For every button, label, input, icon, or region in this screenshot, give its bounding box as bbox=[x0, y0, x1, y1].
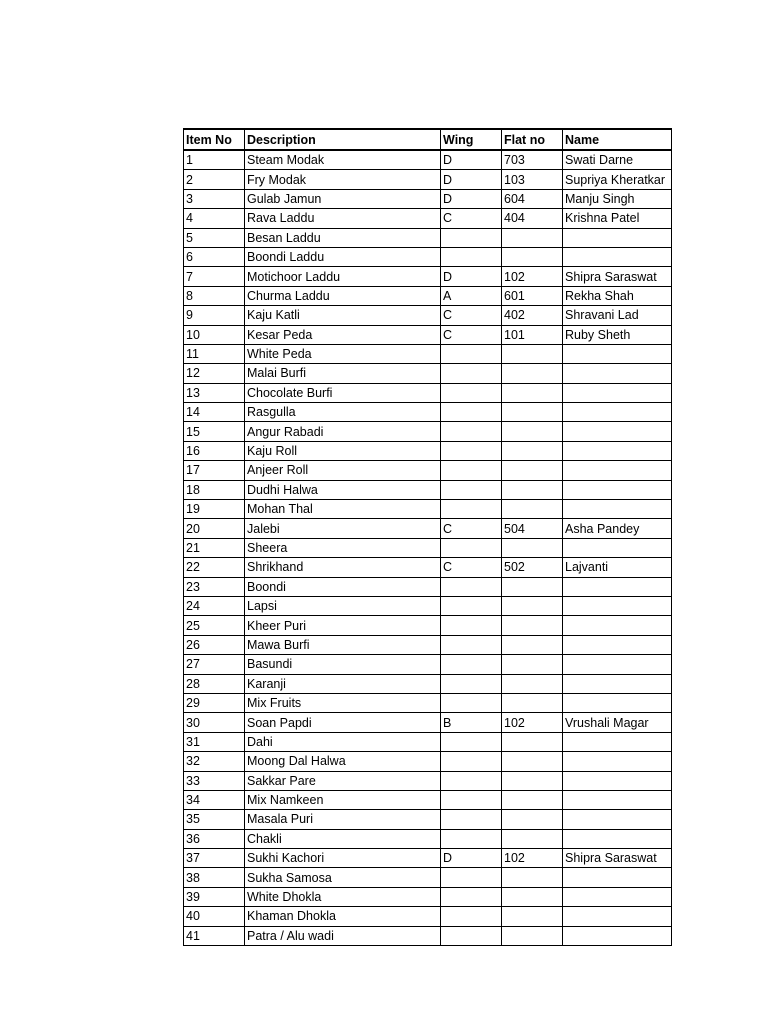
item-no-cell: 29 bbox=[184, 693, 245, 712]
wing-cell bbox=[441, 732, 502, 751]
description-cell: Sukhi Kachori bbox=[245, 849, 441, 868]
name-cell: Ruby Sheth bbox=[563, 325, 672, 344]
flat-no-cell bbox=[502, 441, 563, 460]
item-no-cell: 28 bbox=[184, 674, 245, 693]
name-cell bbox=[563, 732, 672, 751]
table-row bbox=[184, 829, 672, 848]
item-no-cell: 13 bbox=[184, 383, 245, 402]
flat-no-cell: 404 bbox=[502, 209, 563, 228]
description-cell: Basundi bbox=[245, 655, 441, 674]
description-cell: Patra / Alu wadi bbox=[245, 926, 441, 945]
description-cell: Jalebi bbox=[245, 519, 441, 538]
name-cell: Krishna Patel bbox=[563, 209, 672, 228]
name-cell: Shipra Saraswat bbox=[563, 267, 672, 286]
description-cell: Churma Laddu bbox=[245, 286, 441, 305]
flat-no-cell bbox=[502, 926, 563, 945]
table-row bbox=[184, 538, 672, 557]
item-no-cell: 9 bbox=[184, 306, 245, 325]
table-row bbox=[184, 752, 672, 771]
item-no-cell: 25 bbox=[184, 616, 245, 635]
item-no-cell: 39 bbox=[184, 887, 245, 906]
table-row bbox=[184, 209, 672, 228]
item-no-cell: 41 bbox=[184, 926, 245, 945]
header-row bbox=[184, 129, 672, 150]
table-row bbox=[184, 500, 672, 519]
wing-cell bbox=[441, 480, 502, 499]
item-no-cell: 27 bbox=[184, 655, 245, 674]
table-row bbox=[184, 189, 672, 208]
description-cell: Malai Burfi bbox=[245, 364, 441, 383]
item-no-cell: 16 bbox=[184, 441, 245, 460]
name-cell bbox=[563, 577, 672, 596]
name-cell bbox=[563, 422, 672, 441]
flat-no-cell bbox=[502, 228, 563, 247]
description-cell: White Peda bbox=[245, 344, 441, 363]
item-no-cell: 14 bbox=[184, 403, 245, 422]
flat-no-cell: 101 bbox=[502, 325, 563, 344]
wing-cell bbox=[441, 655, 502, 674]
item-no-cell: 6 bbox=[184, 247, 245, 266]
flat-no-cell: 504 bbox=[502, 519, 563, 538]
description-cell: Rava Laddu bbox=[245, 209, 441, 228]
flat-no-cell bbox=[502, 674, 563, 693]
description-cell: Gulab Jamun bbox=[245, 189, 441, 208]
item-no-cell: 30 bbox=[184, 713, 245, 732]
wing-cell bbox=[441, 693, 502, 712]
flat-no-cell: 102 bbox=[502, 849, 563, 868]
name-cell bbox=[563, 364, 672, 383]
description-cell: Sheera bbox=[245, 538, 441, 557]
wing-cell: C bbox=[441, 558, 502, 577]
flat-no-cell bbox=[502, 887, 563, 906]
wing-cell bbox=[441, 461, 502, 480]
description-cell: Anjeer Roll bbox=[245, 461, 441, 480]
item-no-cell: 20 bbox=[184, 519, 245, 538]
flat-no-cell bbox=[502, 403, 563, 422]
flat-no-cell bbox=[502, 810, 563, 829]
wing-cell bbox=[441, 228, 502, 247]
item-no-cell: 37 bbox=[184, 849, 245, 868]
wing-cell bbox=[441, 441, 502, 460]
table-row bbox=[184, 461, 672, 480]
name-cell bbox=[563, 752, 672, 771]
name-cell: Supriya Kheratkar bbox=[563, 170, 672, 189]
table-row bbox=[184, 403, 672, 422]
wing-cell bbox=[441, 868, 502, 887]
flat-no-cell: 601 bbox=[502, 286, 563, 305]
flat-no-cell bbox=[502, 480, 563, 499]
name-cell: Manju Singh bbox=[563, 189, 672, 208]
wing-cell bbox=[441, 635, 502, 654]
description-cell: Angur Rabadi bbox=[245, 422, 441, 441]
item-no-cell: 38 bbox=[184, 868, 245, 887]
flat-no-cell bbox=[502, 693, 563, 712]
table-row bbox=[184, 926, 672, 945]
table-row bbox=[184, 577, 672, 596]
item-no-cell: 31 bbox=[184, 732, 245, 751]
flat-no-cell bbox=[502, 790, 563, 809]
name-cell bbox=[563, 538, 672, 557]
item-no-cell: 21 bbox=[184, 538, 245, 557]
table-row bbox=[184, 344, 672, 363]
item-no-cell: 3 bbox=[184, 189, 245, 208]
item-no-cell: 26 bbox=[184, 635, 245, 654]
item-no-cell: 23 bbox=[184, 577, 245, 596]
description-cell: Kaju Katli bbox=[245, 306, 441, 325]
item-no-cell: 8 bbox=[184, 286, 245, 305]
name-cell bbox=[563, 344, 672, 363]
name-cell bbox=[563, 403, 672, 422]
item-no-cell: 11 bbox=[184, 344, 245, 363]
table-row bbox=[184, 247, 672, 266]
name-cell: Lajvanti bbox=[563, 558, 672, 577]
table-row bbox=[184, 616, 672, 635]
table-row bbox=[184, 480, 672, 499]
description-cell: Kaju Roll bbox=[245, 441, 441, 460]
name-cell bbox=[563, 887, 672, 906]
table-row bbox=[184, 655, 672, 674]
flat-no-cell bbox=[502, 500, 563, 519]
wing-cell: C bbox=[441, 325, 502, 344]
flat-no-cell bbox=[502, 752, 563, 771]
description-cell: Boondi bbox=[245, 577, 441, 596]
name-cell bbox=[563, 693, 672, 712]
wing-cell bbox=[441, 907, 502, 926]
name-cell: Vrushali Magar bbox=[563, 713, 672, 732]
wing-cell bbox=[441, 500, 502, 519]
flat-no-cell bbox=[502, 344, 563, 363]
item-no-cell: 33 bbox=[184, 771, 245, 790]
table-row bbox=[184, 790, 672, 809]
table-row bbox=[184, 150, 672, 170]
description-cell: Mix Fruits bbox=[245, 693, 441, 712]
flat-no-cell bbox=[502, 538, 563, 557]
item-no-cell: 17 bbox=[184, 461, 245, 480]
wing-cell: D bbox=[441, 267, 502, 286]
description-cell: Besan Laddu bbox=[245, 228, 441, 247]
wing-cell: D bbox=[441, 170, 502, 189]
flat-no-cell bbox=[502, 616, 563, 635]
name-cell bbox=[563, 616, 672, 635]
name-cell bbox=[563, 655, 672, 674]
table-row bbox=[184, 674, 672, 693]
description-cell: Chakli bbox=[245, 829, 441, 848]
flat-no-cell bbox=[502, 596, 563, 615]
wing-cell bbox=[441, 810, 502, 829]
item-no-cell: 10 bbox=[184, 325, 245, 344]
item-no-cell: 5 bbox=[184, 228, 245, 247]
wing-cell bbox=[441, 577, 502, 596]
wing-cell bbox=[441, 887, 502, 906]
name-cell: Rekha Shah bbox=[563, 286, 672, 305]
table-row bbox=[184, 635, 672, 654]
items-table bbox=[183, 128, 672, 946]
table-row bbox=[184, 519, 672, 538]
item-no-cell: 40 bbox=[184, 907, 245, 926]
flat-no-cell bbox=[502, 247, 563, 266]
description-cell: Rasgulla bbox=[245, 403, 441, 422]
name-cell bbox=[563, 596, 672, 615]
flat-no-cell bbox=[502, 907, 563, 926]
wing-cell: D bbox=[441, 150, 502, 170]
header-flat-no: Flat no bbox=[502, 129, 563, 150]
table-row bbox=[184, 771, 672, 790]
name-cell bbox=[563, 926, 672, 945]
description-cell: Chocolate Burfi bbox=[245, 383, 441, 402]
name-cell bbox=[563, 461, 672, 480]
wing-cell bbox=[441, 829, 502, 848]
wing-cell: C bbox=[441, 209, 502, 228]
flat-no-cell: 502 bbox=[502, 558, 563, 577]
item-no-cell: 22 bbox=[184, 558, 245, 577]
table-row bbox=[184, 596, 672, 615]
wing-cell bbox=[441, 771, 502, 790]
description-cell: Dudhi Halwa bbox=[245, 480, 441, 499]
name-cell bbox=[563, 790, 672, 809]
header-description: Description bbox=[245, 129, 441, 150]
table-row bbox=[184, 267, 672, 286]
wing-cell bbox=[441, 674, 502, 693]
wing-cell bbox=[441, 616, 502, 635]
description-cell: Mawa Burfi bbox=[245, 635, 441, 654]
name-cell bbox=[563, 247, 672, 266]
header-wing: Wing bbox=[441, 129, 502, 150]
wing-cell bbox=[441, 247, 502, 266]
table-row bbox=[184, 868, 672, 887]
name-cell bbox=[563, 383, 672, 402]
wing-cell: D bbox=[441, 189, 502, 208]
flat-no-cell bbox=[502, 771, 563, 790]
wing-cell: C bbox=[441, 306, 502, 325]
header-name: Name bbox=[563, 129, 672, 150]
item-no-cell: 7 bbox=[184, 267, 245, 286]
item-no-cell: 24 bbox=[184, 596, 245, 615]
wing-cell bbox=[441, 752, 502, 771]
table-row bbox=[184, 170, 672, 189]
description-cell: Khaman Dhokla bbox=[245, 907, 441, 926]
table-row bbox=[184, 907, 672, 926]
description-cell: Kheer Puri bbox=[245, 616, 441, 635]
wing-cell bbox=[441, 596, 502, 615]
flat-no-cell bbox=[502, 383, 563, 402]
name-cell bbox=[563, 771, 672, 790]
item-no-cell: 35 bbox=[184, 810, 245, 829]
header-item-no: Item No bbox=[184, 129, 245, 150]
table-row bbox=[184, 286, 672, 305]
wing-cell: B bbox=[441, 713, 502, 732]
wing-cell bbox=[441, 538, 502, 557]
item-no-cell: 19 bbox=[184, 500, 245, 519]
description-cell: Motichoor Laddu bbox=[245, 267, 441, 286]
wing-cell: A bbox=[441, 286, 502, 305]
name-cell: Asha Pandey bbox=[563, 519, 672, 538]
table-row bbox=[184, 364, 672, 383]
description-cell: Dahi bbox=[245, 732, 441, 751]
flat-no-cell bbox=[502, 635, 563, 654]
item-no-cell: 1 bbox=[184, 150, 245, 170]
table-row bbox=[184, 693, 672, 712]
description-cell: Lapsi bbox=[245, 596, 441, 615]
wing-cell bbox=[441, 926, 502, 945]
table-row bbox=[184, 441, 672, 460]
description-cell: Masala Puri bbox=[245, 810, 441, 829]
flat-no-cell bbox=[502, 422, 563, 441]
wing-cell bbox=[441, 383, 502, 402]
name-cell bbox=[563, 228, 672, 247]
table-row bbox=[184, 306, 672, 325]
description-cell: Fry Modak bbox=[245, 170, 441, 189]
item-no-cell: 32 bbox=[184, 752, 245, 771]
name-cell bbox=[563, 868, 672, 887]
flat-no-cell: 103 bbox=[502, 170, 563, 189]
name-cell bbox=[563, 635, 672, 654]
description-cell: Karanji bbox=[245, 674, 441, 693]
description-cell: Shrikhand bbox=[245, 558, 441, 577]
sweets-signup-sheet bbox=[183, 128, 671, 946]
wing-cell bbox=[441, 344, 502, 363]
wing-cell: D bbox=[441, 849, 502, 868]
description-cell: Steam Modak bbox=[245, 150, 441, 170]
item-no-cell: 15 bbox=[184, 422, 245, 441]
wing-cell: C bbox=[441, 519, 502, 538]
table-row bbox=[184, 810, 672, 829]
description-cell: Mix Namkeen bbox=[245, 790, 441, 809]
table-row bbox=[184, 422, 672, 441]
flat-no-cell: 102 bbox=[502, 267, 563, 286]
table-row bbox=[184, 849, 672, 868]
wing-cell bbox=[441, 403, 502, 422]
name-cell bbox=[563, 480, 672, 499]
wing-cell bbox=[441, 790, 502, 809]
flat-no-cell: 102 bbox=[502, 713, 563, 732]
name-cell bbox=[563, 829, 672, 848]
description-cell: Mohan Thal bbox=[245, 500, 441, 519]
flat-no-cell bbox=[502, 364, 563, 383]
item-no-cell: 2 bbox=[184, 170, 245, 189]
name-cell bbox=[563, 674, 672, 693]
description-cell: Kesar Peda bbox=[245, 325, 441, 344]
name-cell bbox=[563, 810, 672, 829]
item-no-cell: 18 bbox=[184, 480, 245, 499]
description-cell: Moong Dal Halwa bbox=[245, 752, 441, 771]
flat-no-cell bbox=[502, 577, 563, 596]
description-cell: Sukha Samosa bbox=[245, 868, 441, 887]
item-no-cell: 34 bbox=[184, 790, 245, 809]
table-row bbox=[184, 732, 672, 751]
description-cell: Sakkar Pare bbox=[245, 771, 441, 790]
table-body bbox=[184, 150, 672, 946]
name-cell bbox=[563, 500, 672, 519]
table-row bbox=[184, 383, 672, 402]
description-cell: White Dhokla bbox=[245, 887, 441, 906]
description-cell: Boondi Laddu bbox=[245, 247, 441, 266]
item-no-cell: 4 bbox=[184, 209, 245, 228]
item-no-cell: 36 bbox=[184, 829, 245, 848]
name-cell bbox=[563, 441, 672, 460]
name-cell: Shipra Saraswat bbox=[563, 849, 672, 868]
name-cell: Shravani Lad bbox=[563, 306, 672, 325]
table-row bbox=[184, 228, 672, 247]
name-cell bbox=[563, 907, 672, 926]
flat-no-cell bbox=[502, 655, 563, 674]
table-row bbox=[184, 887, 672, 906]
table-row bbox=[184, 558, 672, 577]
flat-no-cell: 703 bbox=[502, 150, 563, 170]
item-no-cell: 12 bbox=[184, 364, 245, 383]
name-cell: Swati Darne bbox=[563, 150, 672, 170]
wing-cell bbox=[441, 422, 502, 441]
flat-no-cell: 402 bbox=[502, 306, 563, 325]
table-row bbox=[184, 713, 672, 732]
description-cell: Soan Papdi bbox=[245, 713, 441, 732]
flat-no-cell bbox=[502, 461, 563, 480]
flat-no-cell bbox=[502, 829, 563, 848]
flat-no-cell bbox=[502, 868, 563, 887]
flat-no-cell bbox=[502, 732, 563, 751]
table-row bbox=[184, 325, 672, 344]
flat-no-cell: 604 bbox=[502, 189, 563, 208]
wing-cell bbox=[441, 364, 502, 383]
